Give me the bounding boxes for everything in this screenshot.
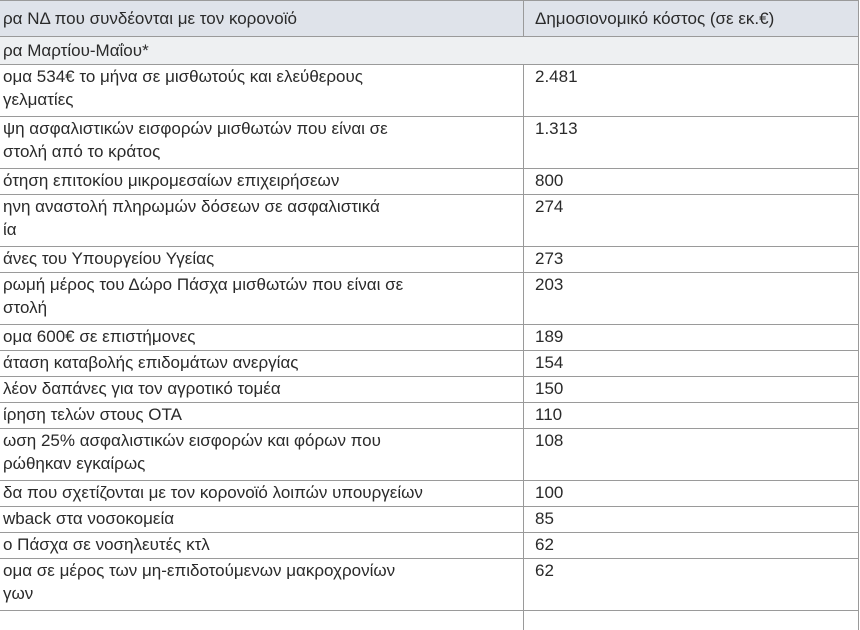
- header-cost: Δημοσιονομικό κόστος (σε εκ.€): [524, 1, 859, 37]
- measure-cell: λέον δαπάνες για τον αγροτικό τομέα: [0, 377, 524, 403]
- measure-text: ψη ασφαλιστικών εισφορών μισθωτών που είναι σε: [3, 119, 388, 138]
- measure-cell: ότηση επιτοκίου μικρομεσαίων επιχειρήσεων: [0, 169, 524, 195]
- table-row: [0, 325, 859, 351]
- measure-text: ηνη αναστολή πληρωμών δόσεων σε ασφαλιστικά: [3, 197, 380, 216]
- measure-cell: [0, 117, 524, 169]
- cost-cell: 150: [524, 377, 859, 403]
- measure-cell: άταση καταβολής επιδομάτων ανεργίας: [0, 351, 524, 377]
- measure-text-cont: στολή από το κράτος: [3, 142, 161, 161]
- measure-text: ομα σε μέρος των μη-επιδοτούμενων μακροχρονίων: [3, 561, 396, 580]
- measure-cell: [0, 273, 524, 325]
- cost-cell: 108: [524, 429, 859, 481]
- section-label: ρα Μαρτίου-Μαΐου*: [0, 37, 859, 65]
- cost-cell: 100: [524, 481, 859, 507]
- table-row: [0, 273, 859, 325]
- measure-cell: [0, 195, 524, 247]
- cost-cell: [524, 611, 859, 630]
- table-row: [0, 429, 859, 481]
- cost-cell: 62: [524, 559, 859, 611]
- measure-text-cont: γελματίες: [3, 90, 74, 109]
- cost-cell: 274: [524, 195, 859, 247]
- table-header-row: [0, 1, 859, 37]
- table-row: [0, 65, 859, 117]
- measure-text: ομα 534€ το μήνα σε μισθωτούς και ελεύθερους: [3, 67, 364, 86]
- table-row: [0, 533, 859, 559]
- table-row: [0, 377, 859, 403]
- table-row: [0, 351, 859, 377]
- table-row: [0, 403, 859, 429]
- table-row: [0, 195, 859, 247]
- measure-cell: ο Πάσχα σε νοσηλευτές κτλ: [0, 533, 524, 559]
- table-row: [0, 247, 859, 273]
- measure-cell: wback στα νοσοκομεία: [0, 507, 524, 533]
- cost-cell: 203: [524, 273, 859, 325]
- table-row: [0, 611, 859, 630]
- cost-cell: 85: [524, 507, 859, 533]
- measure-cell: άνες του Υπουργείου Υγείας: [0, 247, 524, 273]
- cost-cell: 189: [524, 325, 859, 351]
- cost-cell: 800: [524, 169, 859, 195]
- cost-cell: 154: [524, 351, 859, 377]
- measure-text: ωση 25% ασφαλιστικών εισφορών και φόρων που: [3, 431, 381, 450]
- table-row: [0, 507, 859, 533]
- measure-cell: ίρηση τελών στους ΟΤΑ: [0, 403, 524, 429]
- table-row: [0, 559, 859, 611]
- table-row: [0, 169, 859, 195]
- measure-cell: [0, 429, 524, 481]
- table-row: [0, 117, 859, 169]
- cost-cell: 1.313: [524, 117, 859, 169]
- measure-text-cont: ία: [3, 220, 17, 239]
- measure-cell: δα που σχετίζονται με τον κορονοϊό λοιπών υπουργείων: [0, 481, 524, 507]
- cost-cell: 62: [524, 533, 859, 559]
- measure-cell: [0, 65, 524, 117]
- measure-text-cont: γων: [3, 584, 34, 603]
- measure-cell: [0, 611, 524, 630]
- measure-cell: ομα 600€ σε επιστήμονες: [0, 325, 524, 351]
- measure-cell: [0, 559, 524, 611]
- measure-text-cont: ρώθηκαν εγκαίρως: [3, 454, 146, 473]
- cost-cell: 110: [524, 403, 859, 429]
- section-row: [0, 37, 859, 65]
- header-measures: ρα ΝΔ που συνδέονται με τον κορονοϊό: [0, 1, 524, 37]
- measure-text: ρωμή μέρος του Δώρο Πάσχα μισθωτών που είναι σε: [3, 275, 404, 294]
- measure-text-cont: στολή: [3, 298, 48, 317]
- cost-cell: 2.481: [524, 65, 859, 117]
- table-row: [0, 481, 859, 507]
- cost-cell: 273: [524, 247, 859, 273]
